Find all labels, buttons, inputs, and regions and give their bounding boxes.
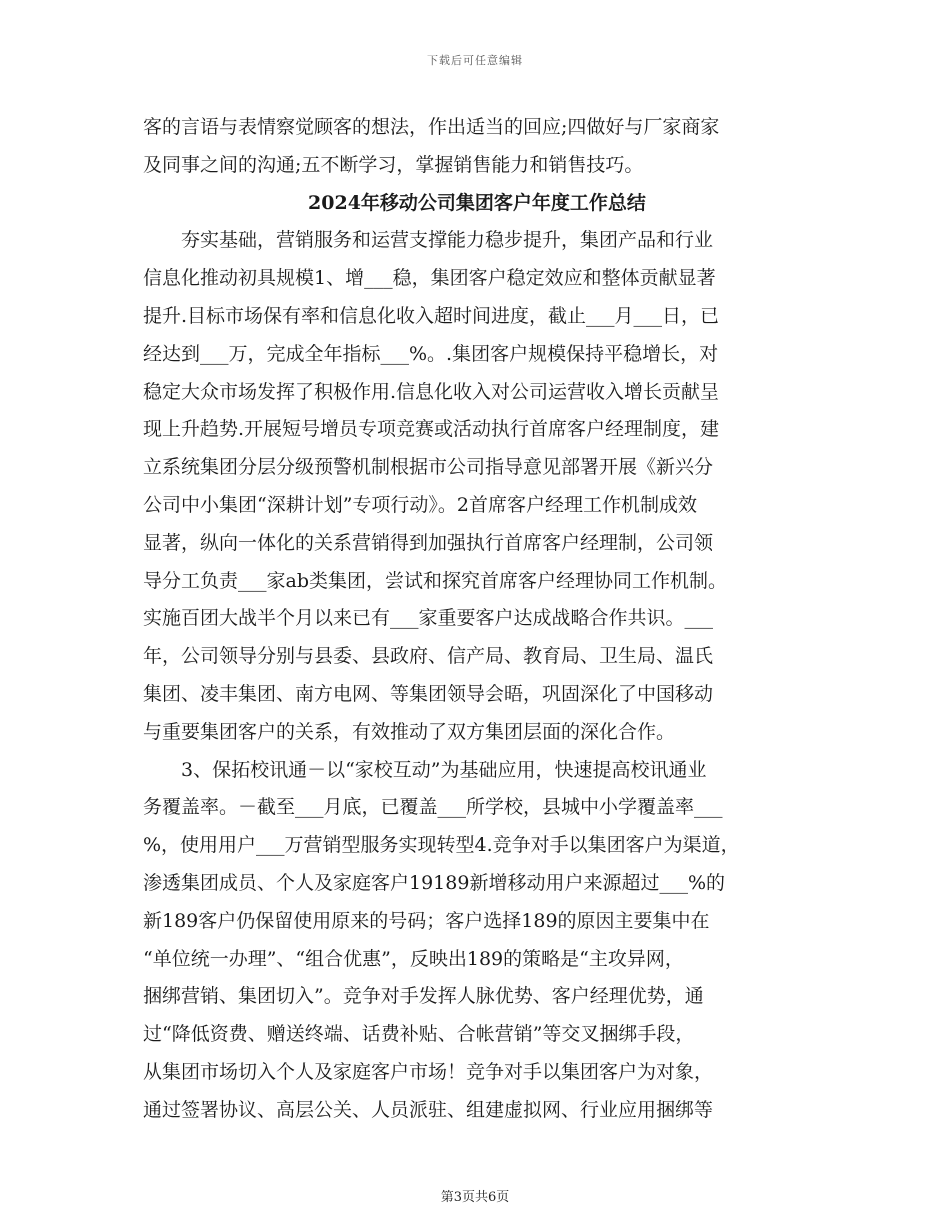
text-line: “单位统一办理”、“组合优惠”，反映出189的策略是“主攻异网， [143, 947, 684, 970]
text-line: 现上升趋势.开展短号增员专项竞赛或活动执行首席客户经理制度，建 [143, 418, 720, 441]
text-line: 提升.目标市场保有率和信息化收入超时间进度，截止___月___日，已 [143, 304, 720, 327]
text-line: 客的言语与表情察觉顾客的想法，作出适当的回应;四做好与厂家商家 [143, 116, 720, 138]
text-line: 通过签署协议、高层公关、人员派驻、组建虚拟网、行业应用捆绑等 [143, 1098, 714, 1121]
text-line: 显著，纵向一体化的关系营销得到加强执行首席客户经理制，公司领 [143, 531, 714, 554]
text-line: 年，公司领导分别与县委、县政府、信产局、教育局、卫生局、温氏 [143, 645, 714, 668]
text-line: 公司中小集团“深耕计划”专项行动》。2首席客户经理工作机制成效 [143, 493, 698, 516]
text-line: 实施百团大战半个月以来已有___家重要客户达成战略合作共识。___ [143, 607, 714, 630]
text-line: 夯实基础，营销服务和运营支撑能力稳步提升，集团产品和行业 [143, 229, 714, 252]
page-header: 下载后可任意编辑 [427, 54, 523, 67]
text-line: 经达到___万，完成全年指标___%。.集团客户规模保持平稳增长，对 [143, 342, 719, 365]
text-line: 渗透集团成员、个人及家庭客户19189新增移动用户来源超过___%的 [143, 871, 725, 894]
document-body [143, 109, 811, 1130]
text-line: 集团、凌丰集团、南方电网、等集团领导会晤，巩固深化了中国移动 [143, 682, 714, 705]
text-line: 信息化推动初具规模1、增___稳，集团客户稳定效应和整体贡献显著 [143, 267, 716, 290]
text-line: 与重要集团客户的关系，有效推动了双方集团层面的深化合作。 [143, 720, 676, 743]
text-line: 从集团市场切入个人及家庭客户市场！竞争对手以集团客户为对象， [143, 1060, 714, 1083]
text-line: 务覆盖率。－截至___月底，已覆盖___所学校，县城中小学覆盖率___ [143, 796, 723, 819]
text-line: %，使用用户___万营销型服务实现转型4.竞争对手以集团客户为渠道， [143, 834, 740, 857]
text-line: 3、保拓校讯通－以“家校互动”为基础应用，快速提高校讯通业 [143, 758, 707, 781]
text-line: 捆绑营销、集团切入”。竞争对手发挥人脉优势、客户经理优势，通 [143, 985, 704, 1008]
paragraph-block [143, 222, 811, 1129]
document-title: 2024年移动公司集团客户年度工作总结 [308, 191, 646, 214]
text-line: 及同事之间的沟通;五不断学习，掌握销售能力和销售技巧。 [143, 153, 644, 176]
text-line: 过“降低资费、赠送终端、话费补贴、合帐营销”等交叉捆绑手段， [143, 1023, 695, 1046]
text-line: 立系统集团分层分级预警机制根据市公司指导意见部署开展《新兴分 [143, 456, 714, 479]
page-footer: 第3页共6页 [440, 1190, 510, 1205]
text-line: 稳定大众市场发挥了积极作用.信息化收入对公司运营收入增长贡献呈 [143, 380, 720, 403]
text-line: 新189客户仍保留使用原来的号码；客户选择189的原因主要集中在 [143, 909, 710, 932]
text-line: 导分工负责___家ab类集团，尝试和探究首席客户经理协同工作机制。 [143, 569, 727, 592]
